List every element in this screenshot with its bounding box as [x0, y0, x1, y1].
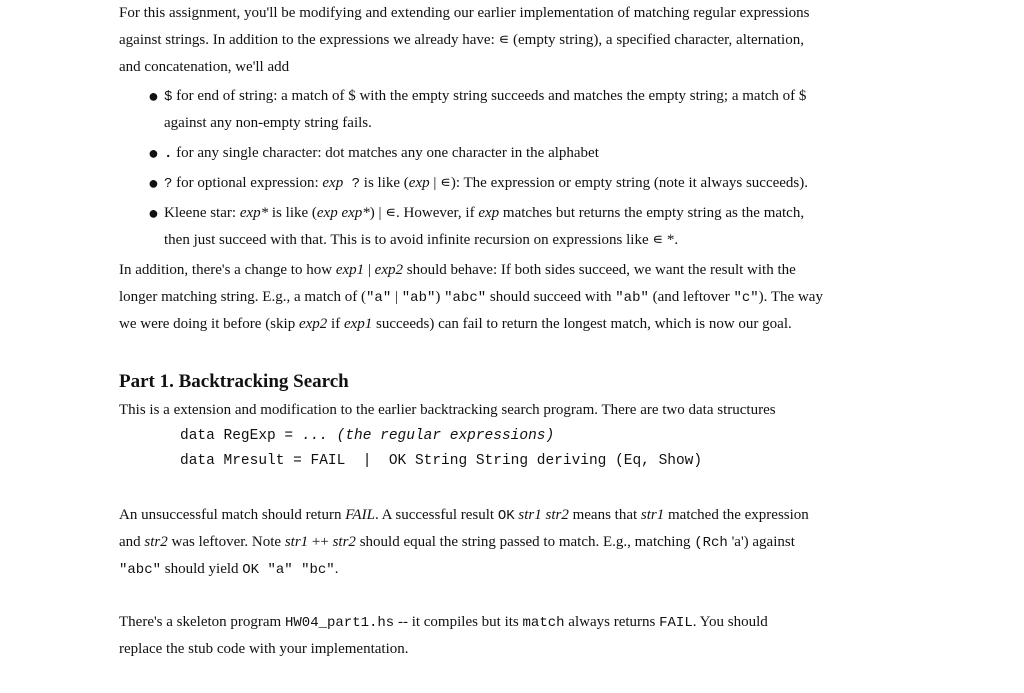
skeleton-paragraph: There's a skeleton program HW04_part1.hs -- it compiles but its match always returns FAIL. You should replace the stub code with your implementation. — [119, 614, 768, 657]
intro-line: For this assignment, you'll be modifying and extending our earlier implementation of matching regular expressions — [119, 5, 810, 21]
result-paragraph: An unsuccessful match should return FAIL. A successful result OK str1 str2 means that str1 matched the expression and str2 was leftover. Note str1 ++ str2 should equal the string passed to match. E.g., matching (Rch 'a') against "abc" should yield OK "a" "bc". — [119, 507, 809, 578]
bullet-icon: ● — [148, 143, 159, 163]
list-item-dot: ● . for any single character: dot matches any one character in the alphabet — [119, 140, 919, 167]
intro-line: and concatenation, we'll add — [119, 59, 290, 75]
feature-list — [119, 83, 919, 254]
intro-line: against strings. In addition to the expressions we already have: ∊ (empty string), a specified character, alternation, — [119, 32, 804, 48]
intro-paragraph — [119, 0, 919, 81]
part1-intro: This is a extension and modification to the earlier backtracking search program. There are two data structures — [119, 402, 776, 418]
bullet-icon: ● — [148, 173, 159, 193]
list-item-end-of-string: ● $ for end of string: a match of $ with the empty string succeeds and matches the empty string; a match of $ against any non-empty string fails. — [119, 83, 919, 137]
code-block — [119, 424, 919, 474]
bullet-icon: ● — [148, 203, 159, 223]
list-item-optional: ● ? for optional expression: exp ? is like (exp | ∊): The expression or empty string (note it always succeeds). — [119, 170, 919, 197]
alternation-paragraph: In addition, there's a change to how exp1 | exp2 should behave: If both sides succeed, we want the result with the longer matching string. E.g., a match of ("a" | "ab") "abc" should succeed with "ab" (and leftover "c"). The way we were doing it before (skip exp2 if exp1 succeeds) can fail to return the longest match, which is now our goal. — [119, 262, 823, 332]
document-page — [119, 0, 919, 663]
section-heading: Part 1. Backtracking Search — [119, 371, 349, 392]
bullet-icon: ● — [148, 86, 159, 106]
list-item-kleene-star: ● Kleene star: exp* is like (exp exp*) | ∊. However, if exp matches but returns the empty string as the match, then just succeed with that. This is to avoid infinite recursion on expressions like ∊ *. — [119, 200, 919, 254]
code-line-mresult: data Mresult = FAIL | OK String String deriving (Eq, Show) — [180, 453, 703, 469]
code-line-regexp: data RegExp = ... (the regular expressions) — [180, 428, 555, 444]
skeleton-filename: HW04_part1.hs — [284, 615, 395, 631]
